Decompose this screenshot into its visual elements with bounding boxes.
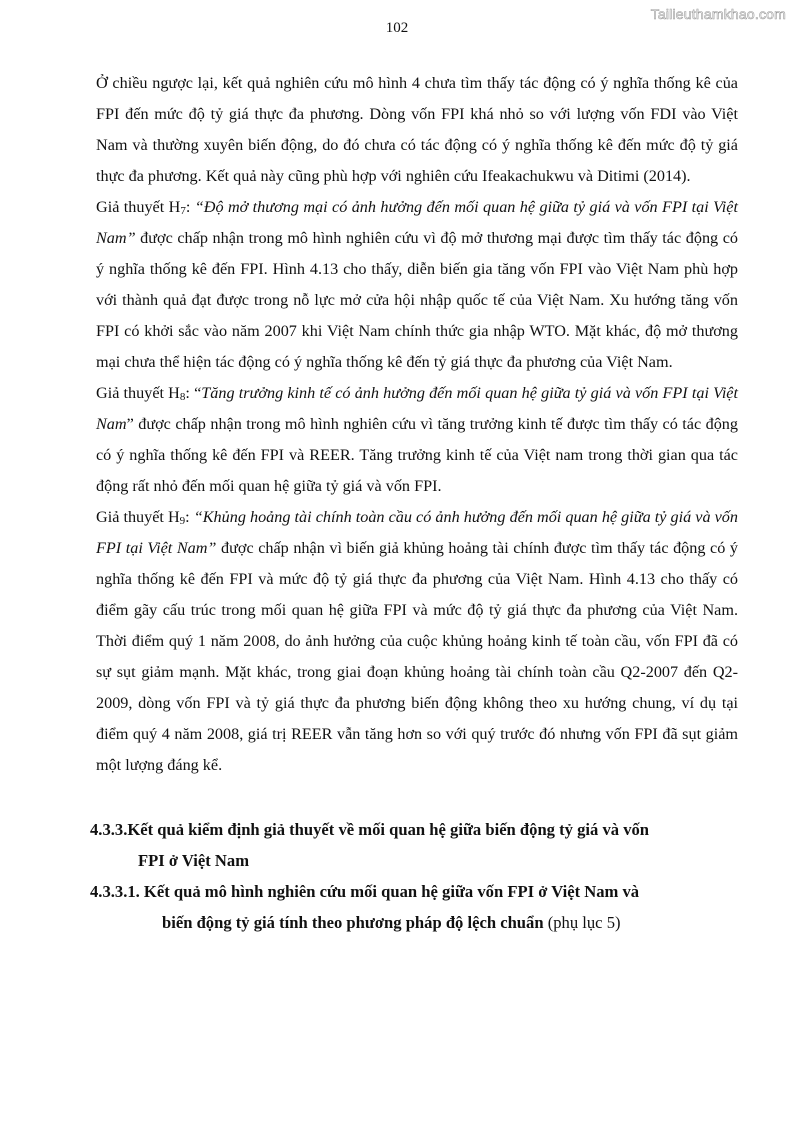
paragraph-fpi-results: Ở chiều ngược lại, kết quả nghiên cứu mô hình 4 chưa tìm thấy tác động có ý nghĩa thống kê của FPI đến mức độ tỷ giá thực đa phương. Dòng vốn FPI khá nhỏ so với lượng vốn FDI vào Việt Nam và thường xuyên biến động, do đó chưa có tác động có ý nghĩa thống kê đến mức độ tỷ giá thực đa phương. Kết quả này cũng phù hợp với nghiên cứu Ifeakachukwu và Ditimi (2014). bbox=[96, 74, 738, 185]
body-text bbox=[96, 68, 738, 781]
section-heading-4-3-3 bbox=[90, 814, 740, 876]
watermark-text: Tailieuthamkhao.com bbox=[650, 6, 786, 22]
section-heading-4-3-3-line1: 4.3.3.Kết quả kiểm định giả thuyết về mối quan hệ giữa biến động tỷ giá và vốn bbox=[90, 820, 650, 839]
h7-colon: : bbox=[185, 198, 195, 216]
section-heading-4-3-3-1-line1: 4.3.3.1. Kết quả mô hình nghiên cứu mối quan hệ giữa vốn FPI ở Việt Nam và bbox=[90, 882, 640, 901]
h8-prefix: Giả thuyết H bbox=[96, 384, 180, 402]
paragraph-hypothesis-h7 bbox=[96, 192, 738, 378]
paragraph-hypothesis-h9 bbox=[96, 502, 738, 781]
h7-subscript: 7 bbox=[180, 205, 186, 217]
h7-rest: được chấp nhận trong mô hình nghiên cứu vì độ mở thương mại được tìm thấy tác động có ý nghĩa thống kê đến FPI. Hình 4.13 cho thấy, diễn biến gia tăng vốn FPI vào Việt Nam phù hợp với thành quả đạt được trong nỗ lực mở cửa hội nhập quốc tế của Việt Nam. Xu hướng tăng vốn FPI có khởi sắc vào năm 2007 khi Việt Nam chính thức gia nhập WTO. Mặt khác, độ mở thương mại chưa thể hiện tác động có ý nghĩa thống kê đến tỷ giá thực đa phương của Việt Nam. bbox=[96, 229, 738, 371]
h8-subscript: 8 bbox=[179, 391, 186, 403]
h8-quote: Tăng trưởng kinh tế có ảnh hưởng đến mối quan hệ giữa tỷ giá và vốn FPI tại Việt Nam bbox=[96, 384, 738, 433]
section-heading-4-3-3-1 bbox=[90, 876, 740, 938]
h7-quote: “Độ mở thương mại có ảnh hưởng đến mối quan hệ giữa tỷ giá và vốn FPI tại Việt Nam” bbox=[96, 198, 738, 247]
h8-rest: ” được chấp nhận trong mô hình nghiên cứu vì tăng trưởng kinh tế được tìm thấy có tác động có ý nghĩa thống kê đến FPI và REER. Tăng trưởng kinh tế của Việt nam trong thời gian qua tác động rất nhỏ đến mối quan hệ giữa tỷ giá và vốn FPI. bbox=[96, 415, 738, 495]
section-heading-4-3-3-line2: FPI ở Việt Nam bbox=[138, 851, 250, 870]
paragraph-hypothesis-h8 bbox=[96, 378, 738, 502]
h9-rest: được chấp nhận vì biến giả khủng hoảng tài chính được tìm thấy tác động có ý nghĩa thống kê đến FPI và mức độ tỷ giá thực đa phương của Việt Nam. Hình 4.13 cho thấy có điểm gãy cấu trúc trong mối quan hệ giữa FPI và mức độ tỷ giá thực đa phương của Việt Nam. Thời điểm quý 1 năm 2008, do ảnh hưởng của cuộc khủng hoảng kinh tế toàn cầu, vốn FPI đã có sự sụt giảm mạnh. Mặt khác, trong giai đoạn khủng hoảng tài chính toàn cầu Q2-2007 đến Q2-2009, dòng vốn FPI và tỷ giá thực đa phương biến động không theo xu hướng chung, ví dụ tại điểm quý 4 năm 2008, giá trị REER vẫn tăng hơn so với quý trước đó nhưng vốn FPI đã sụt giảm một lượng đáng kể. bbox=[96, 539, 738, 774]
section-heading-4-3-3-1-line2: biến động tỷ giá tính theo phương pháp độ lệch chuẩn bbox=[162, 913, 544, 932]
section-heading-4-3-3-1-line2-wrap bbox=[90, 907, 740, 938]
h9-subscript: 9 bbox=[179, 515, 186, 527]
h7-prefix: Giả thuyết H bbox=[96, 198, 181, 216]
h8-colon: : “ bbox=[185, 384, 202, 402]
h9-quote: “Khủng hoảng tài chính toàn cầu có ảnh hưởng đến mối quan hệ giữa tỷ giá và vốn FPI tại Việt Nam” bbox=[96, 508, 738, 557]
appendix-note: (phụ lục 5) bbox=[543, 913, 621, 932]
h9-colon: : bbox=[185, 508, 194, 526]
page-number: 102 bbox=[385, 20, 409, 36]
h9-prefix: Giả thuyết H bbox=[96, 508, 180, 526]
